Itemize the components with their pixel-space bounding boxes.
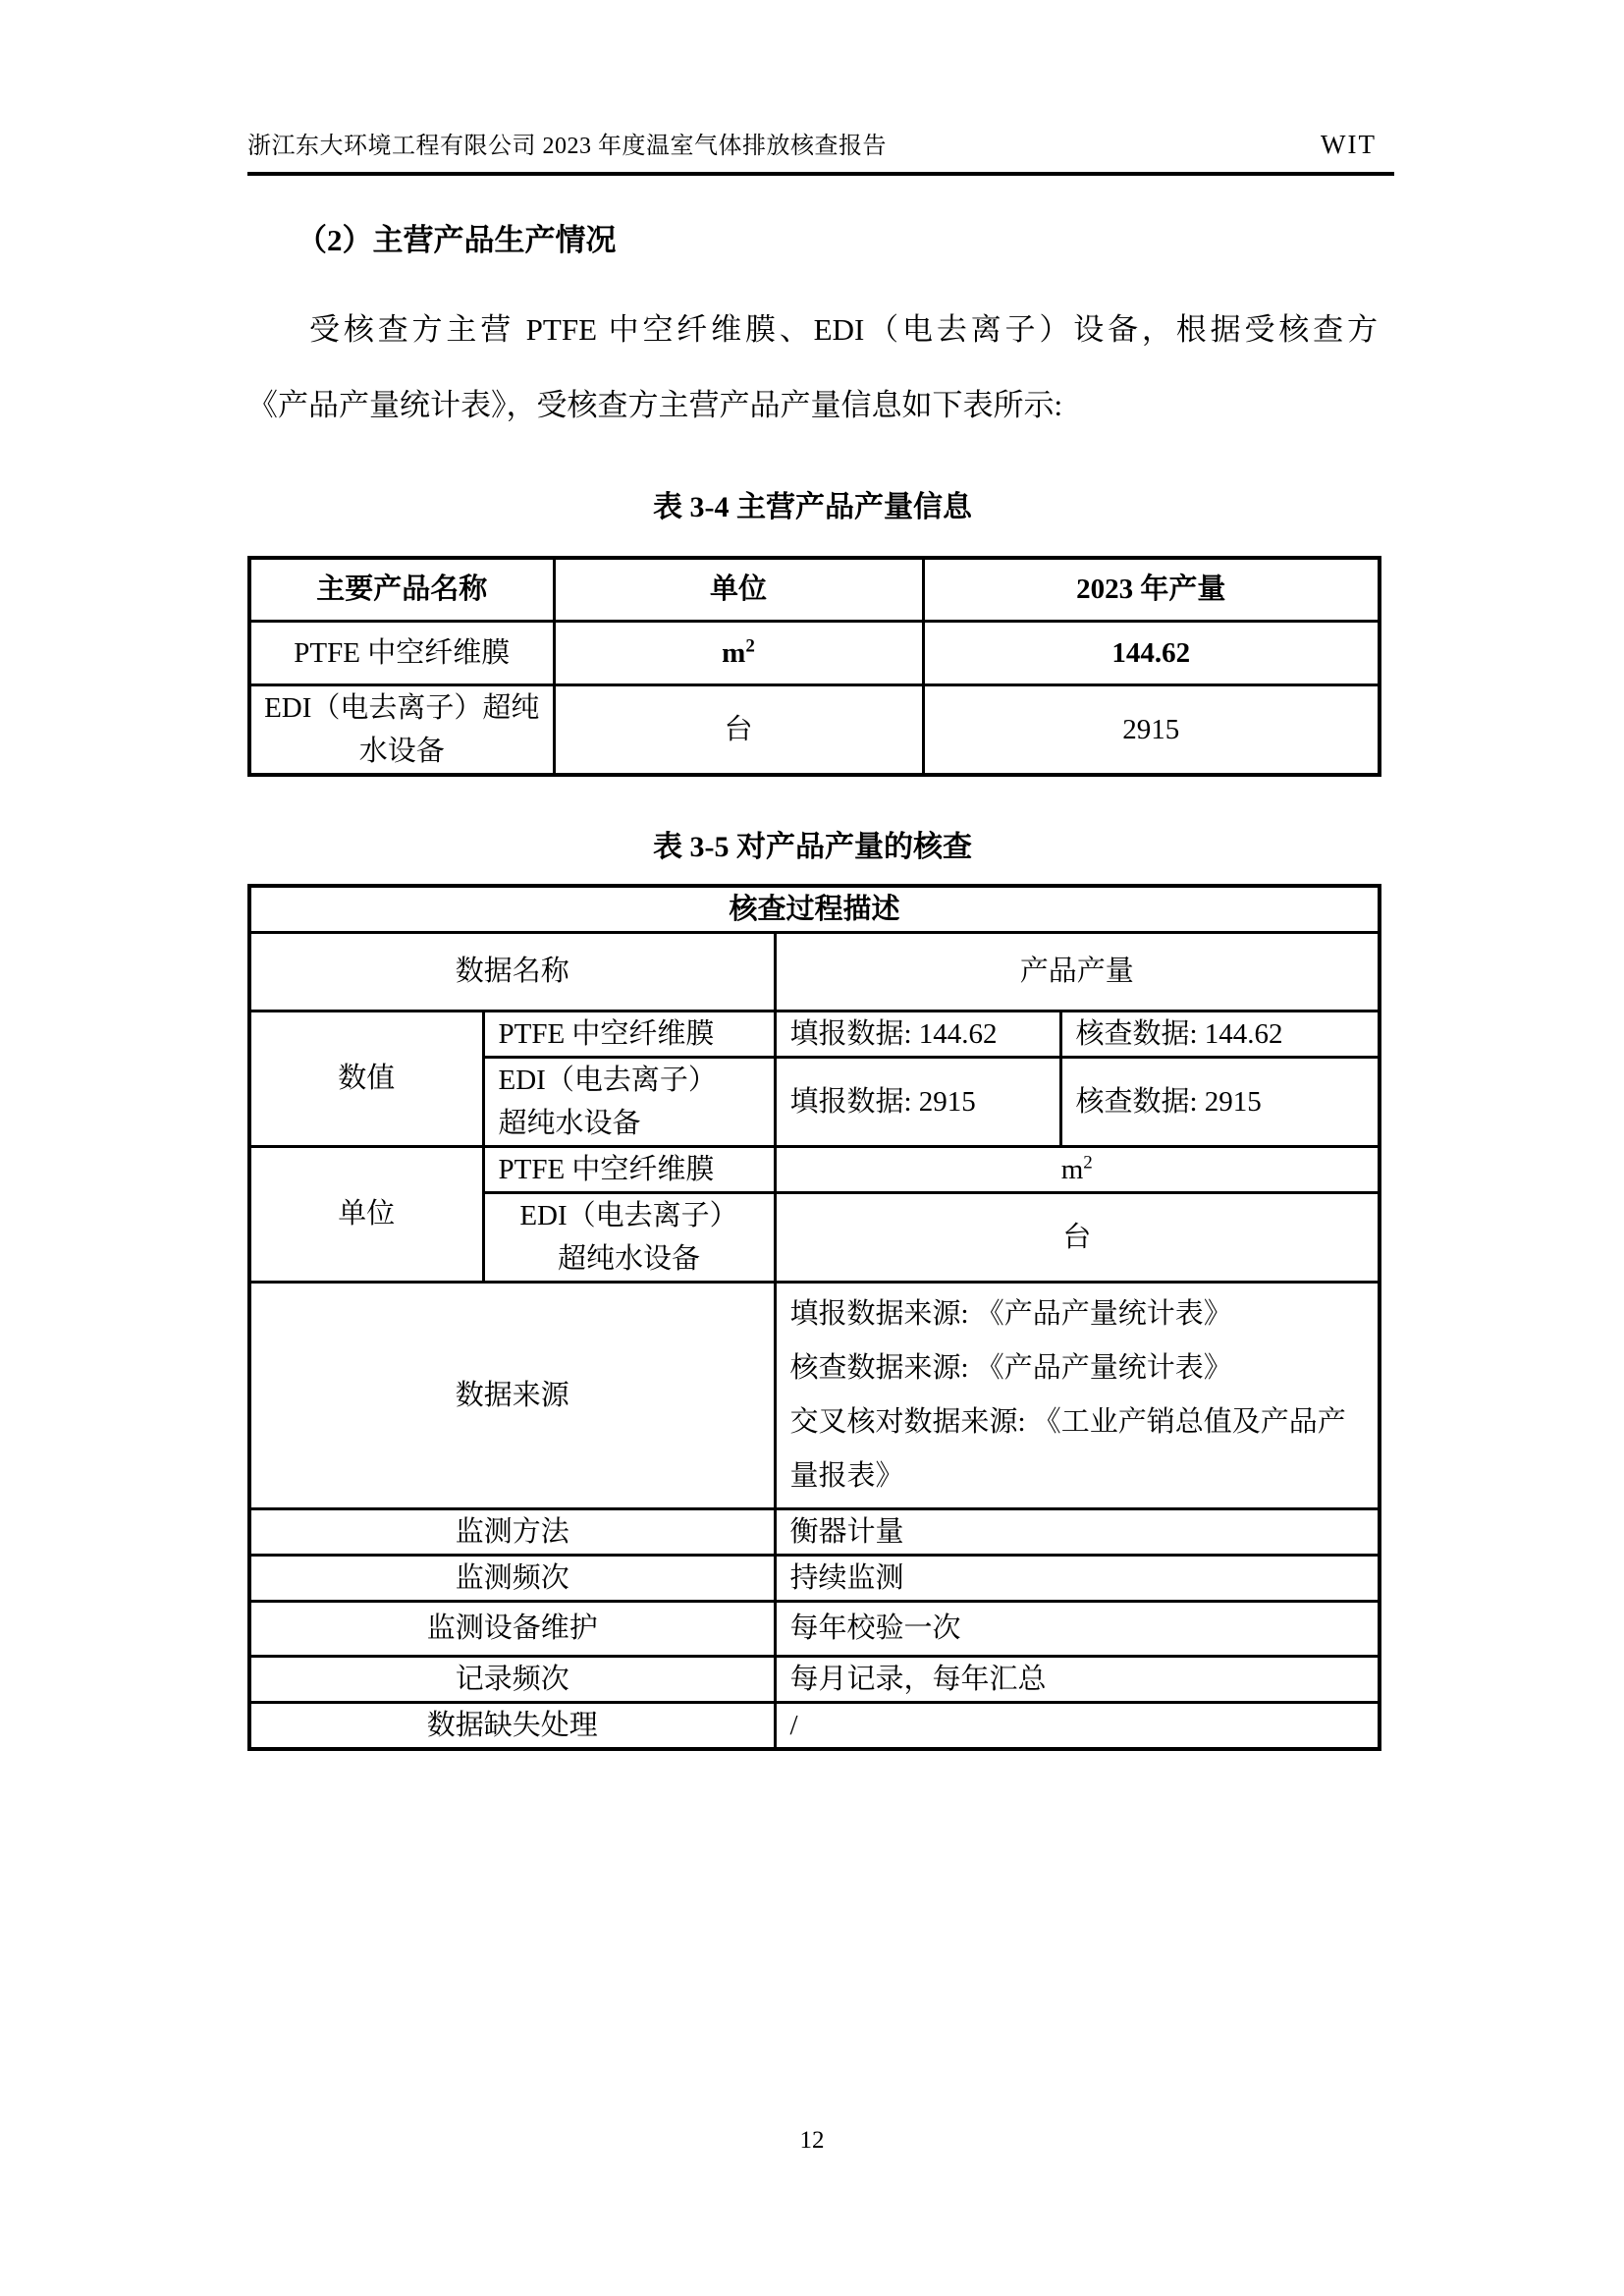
numeric-product-ptfe-cell: PTFE 中空纤维膜 [483,1011,775,1057]
data-source-label-cell: 数据来源 [249,1282,775,1508]
table-3-4 [247,556,1381,777]
verified-source-line: 核查数据来源: 《产品产量统计表》 [789,1351,1232,1384]
unit-superscript: 2 [745,634,755,656]
process-description-row [249,886,1380,933]
equipment-maintenance-value-cell: 每年校验一次 [775,1601,1380,1656]
data-source-row [249,1282,1380,1508]
process-description-cell: 核查过程描述 [249,886,1380,933]
monitor-frequency-value-cell: 持续监测 [775,1555,1380,1601]
edi-reported-data-cell: 填报数据: 2915 [775,1057,1060,1146]
unit-product-edi-cell: EDI（电去离子）超纯水设备 [483,1192,775,1282]
product-name-cell: EDI（电去离子）超纯水设备 [249,684,554,775]
monitor-method-value-cell: 衡器计量 [775,1508,1380,1555]
unit-label-cell: 单位 [249,1146,483,1282]
paragraph-line-1: 受核查方主营 PTFE 中空纤维膜、EDI（电去离子）设备，根据受核查方 [309,312,1378,347]
record-frequency-row [249,1656,1380,1702]
section-heading: （2）主营产品生产情况 [297,223,617,257]
numeric-label-cell: 数值 [249,1011,483,1146]
table-3-4-title: 表 3-4 主营产品产量信息 [653,491,972,523]
data-source-content-cell [775,1282,1380,1508]
col-header-output-2023: 2023 年产量 [923,558,1380,621]
numeric-product-edi-cell: EDI（电去离子）超纯水设备 [483,1057,775,1146]
ptfe-reported-data-cell: 填报数据: 144.62 [775,1011,1060,1057]
paragraph-line-2: 《产品产量统计表》，受核查方主营产品产量信息如下表所示: [247,388,1063,422]
table-row-ptfe [249,621,1380,684]
unit-superscript: 2 [1083,1151,1093,1173]
monitor-method-label-cell: 监测方法 [249,1508,775,1555]
missing-data-value-cell: / [775,1702,1380,1749]
unit-cell [554,621,923,684]
unit-base: m [722,636,746,669]
page-footer [0,2127,1624,2155]
table-row-edi [249,684,1380,775]
record-frequency-label-cell: 记录频次 [249,1656,775,1702]
page-number: 12 [799,2127,825,2154]
edi-verified-data-cell: 核查数据: 2915 [1060,1057,1380,1146]
missing-data-row [249,1702,1380,1749]
output-cell: 144.62 [923,621,1380,684]
monitor-frequency-label-cell: 监测频次 [249,1555,775,1601]
monitor-method-row [249,1508,1380,1555]
table-3-4-header-row [249,558,1380,621]
data-name-row [249,932,1380,1011]
unit-product-ptfe-cell: PTFE 中空纤维膜 [483,1146,775,1192]
numeric-ptfe-row [249,1011,1380,1057]
col-header-product-name: 主要产品名称 [249,558,554,621]
data-name-label-cell: 数据名称 [249,932,775,1011]
unit-ptfe-value-cell [775,1146,1380,1192]
output-cell: 2915 [923,684,1380,775]
document-body [247,176,1378,1751]
product-name-cell: PTFE 中空纤维膜 [249,621,554,684]
reported-source-line: 填报数据来源: 《产品产量统计表》 [789,1297,1232,1330]
data-name-value-cell: 产品产量 [775,932,1380,1011]
record-frequency-value-cell: 每月记录，每年汇总 [775,1656,1380,1702]
unit-ptfe-row [249,1146,1380,1192]
cross-check-source-line: 交叉核对数据来源: 《工业产销总值及产品产量报表》 [789,1405,1346,1492]
header-logo-text: WIT [1321,130,1377,159]
monitor-frequency-row [249,1555,1380,1601]
col-header-unit: 单位 [554,558,923,621]
missing-data-label-cell: 数据缺失处理 [249,1702,775,1749]
ptfe-verified-data-cell: 核查数据: 144.62 [1060,1011,1380,1057]
header-report-title: 浙江东大环境工程有限公司 2023 年度温室气体排放核查报告 [247,134,887,159]
equipment-maintenance-label-cell: 监测设备维护 [249,1601,775,1656]
unit-base: m [1060,1153,1084,1185]
page-header [247,126,1394,176]
unit-edi-value-cell: 台 [775,1192,1380,1282]
table-3-5-title: 表 3-5 对产品产量的核查 [653,830,972,863]
unit-base: 台 [724,713,753,745]
table-3-5 [247,884,1381,1751]
unit-cell [554,684,923,775]
body-paragraph [247,292,1378,443]
equipment-maintenance-row [249,1601,1380,1656]
